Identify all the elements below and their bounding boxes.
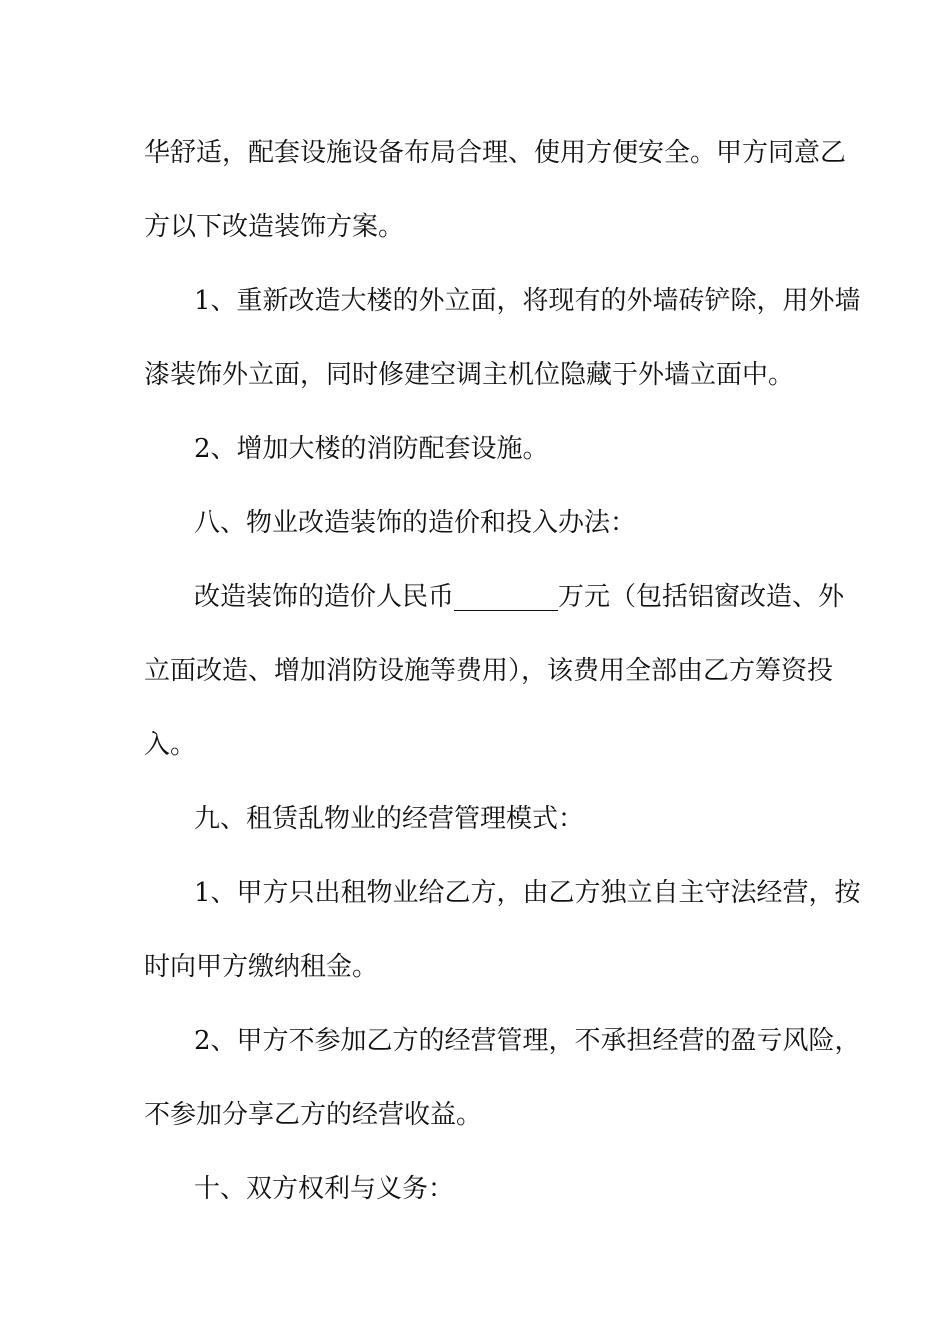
paragraph-line: 2、增加大楼的消防配套设施。	[194, 434, 549, 464]
paragraph-line: 1、甲方只出租物业给乙方，由乙方独立自主守法经营，按	[194, 878, 861, 908]
text-line: 时向甲方缴纳租金。	[144, 952, 379, 982]
section-heading: 八、物业改造装饰的造价和投入办法：	[194, 508, 637, 538]
text-line: 不参加分享乙方的经营收益。	[144, 1100, 483, 1130]
paragraph-line: 1、重新改造大楼的外立面，将现有的外墙砖铲除，用外墙	[194, 286, 861, 316]
text-line: 方以下改造装饰方案。	[144, 212, 405, 242]
section-heading: 十、双方权利与义务：	[194, 1174, 455, 1204]
text-line: 入。	[144, 730, 197, 760]
text-line: 立面改造、增加消防设施等费用），该费用全部由乙方筹资投	[144, 656, 834, 686]
section-heading: 九、租赁乱物业的经营管理模式：	[194, 804, 585, 834]
text-line: 漆装饰外立面，同时修建空调主机位隐藏于外墙立面中。	[144, 360, 795, 390]
paragraph-line: 改造装饰的造价人民币________万元（包括铝窗改造、外	[194, 582, 845, 612]
document-body	[144, 128, 861, 1238]
paragraph-line: 2、甲方不参加乙方的经营管理，不承担经营的盈亏风险，	[194, 1026, 861, 1056]
text-line: 华舒适，配套设施设备布局合理、使用方便安全。甲方同意乙	[144, 138, 847, 168]
